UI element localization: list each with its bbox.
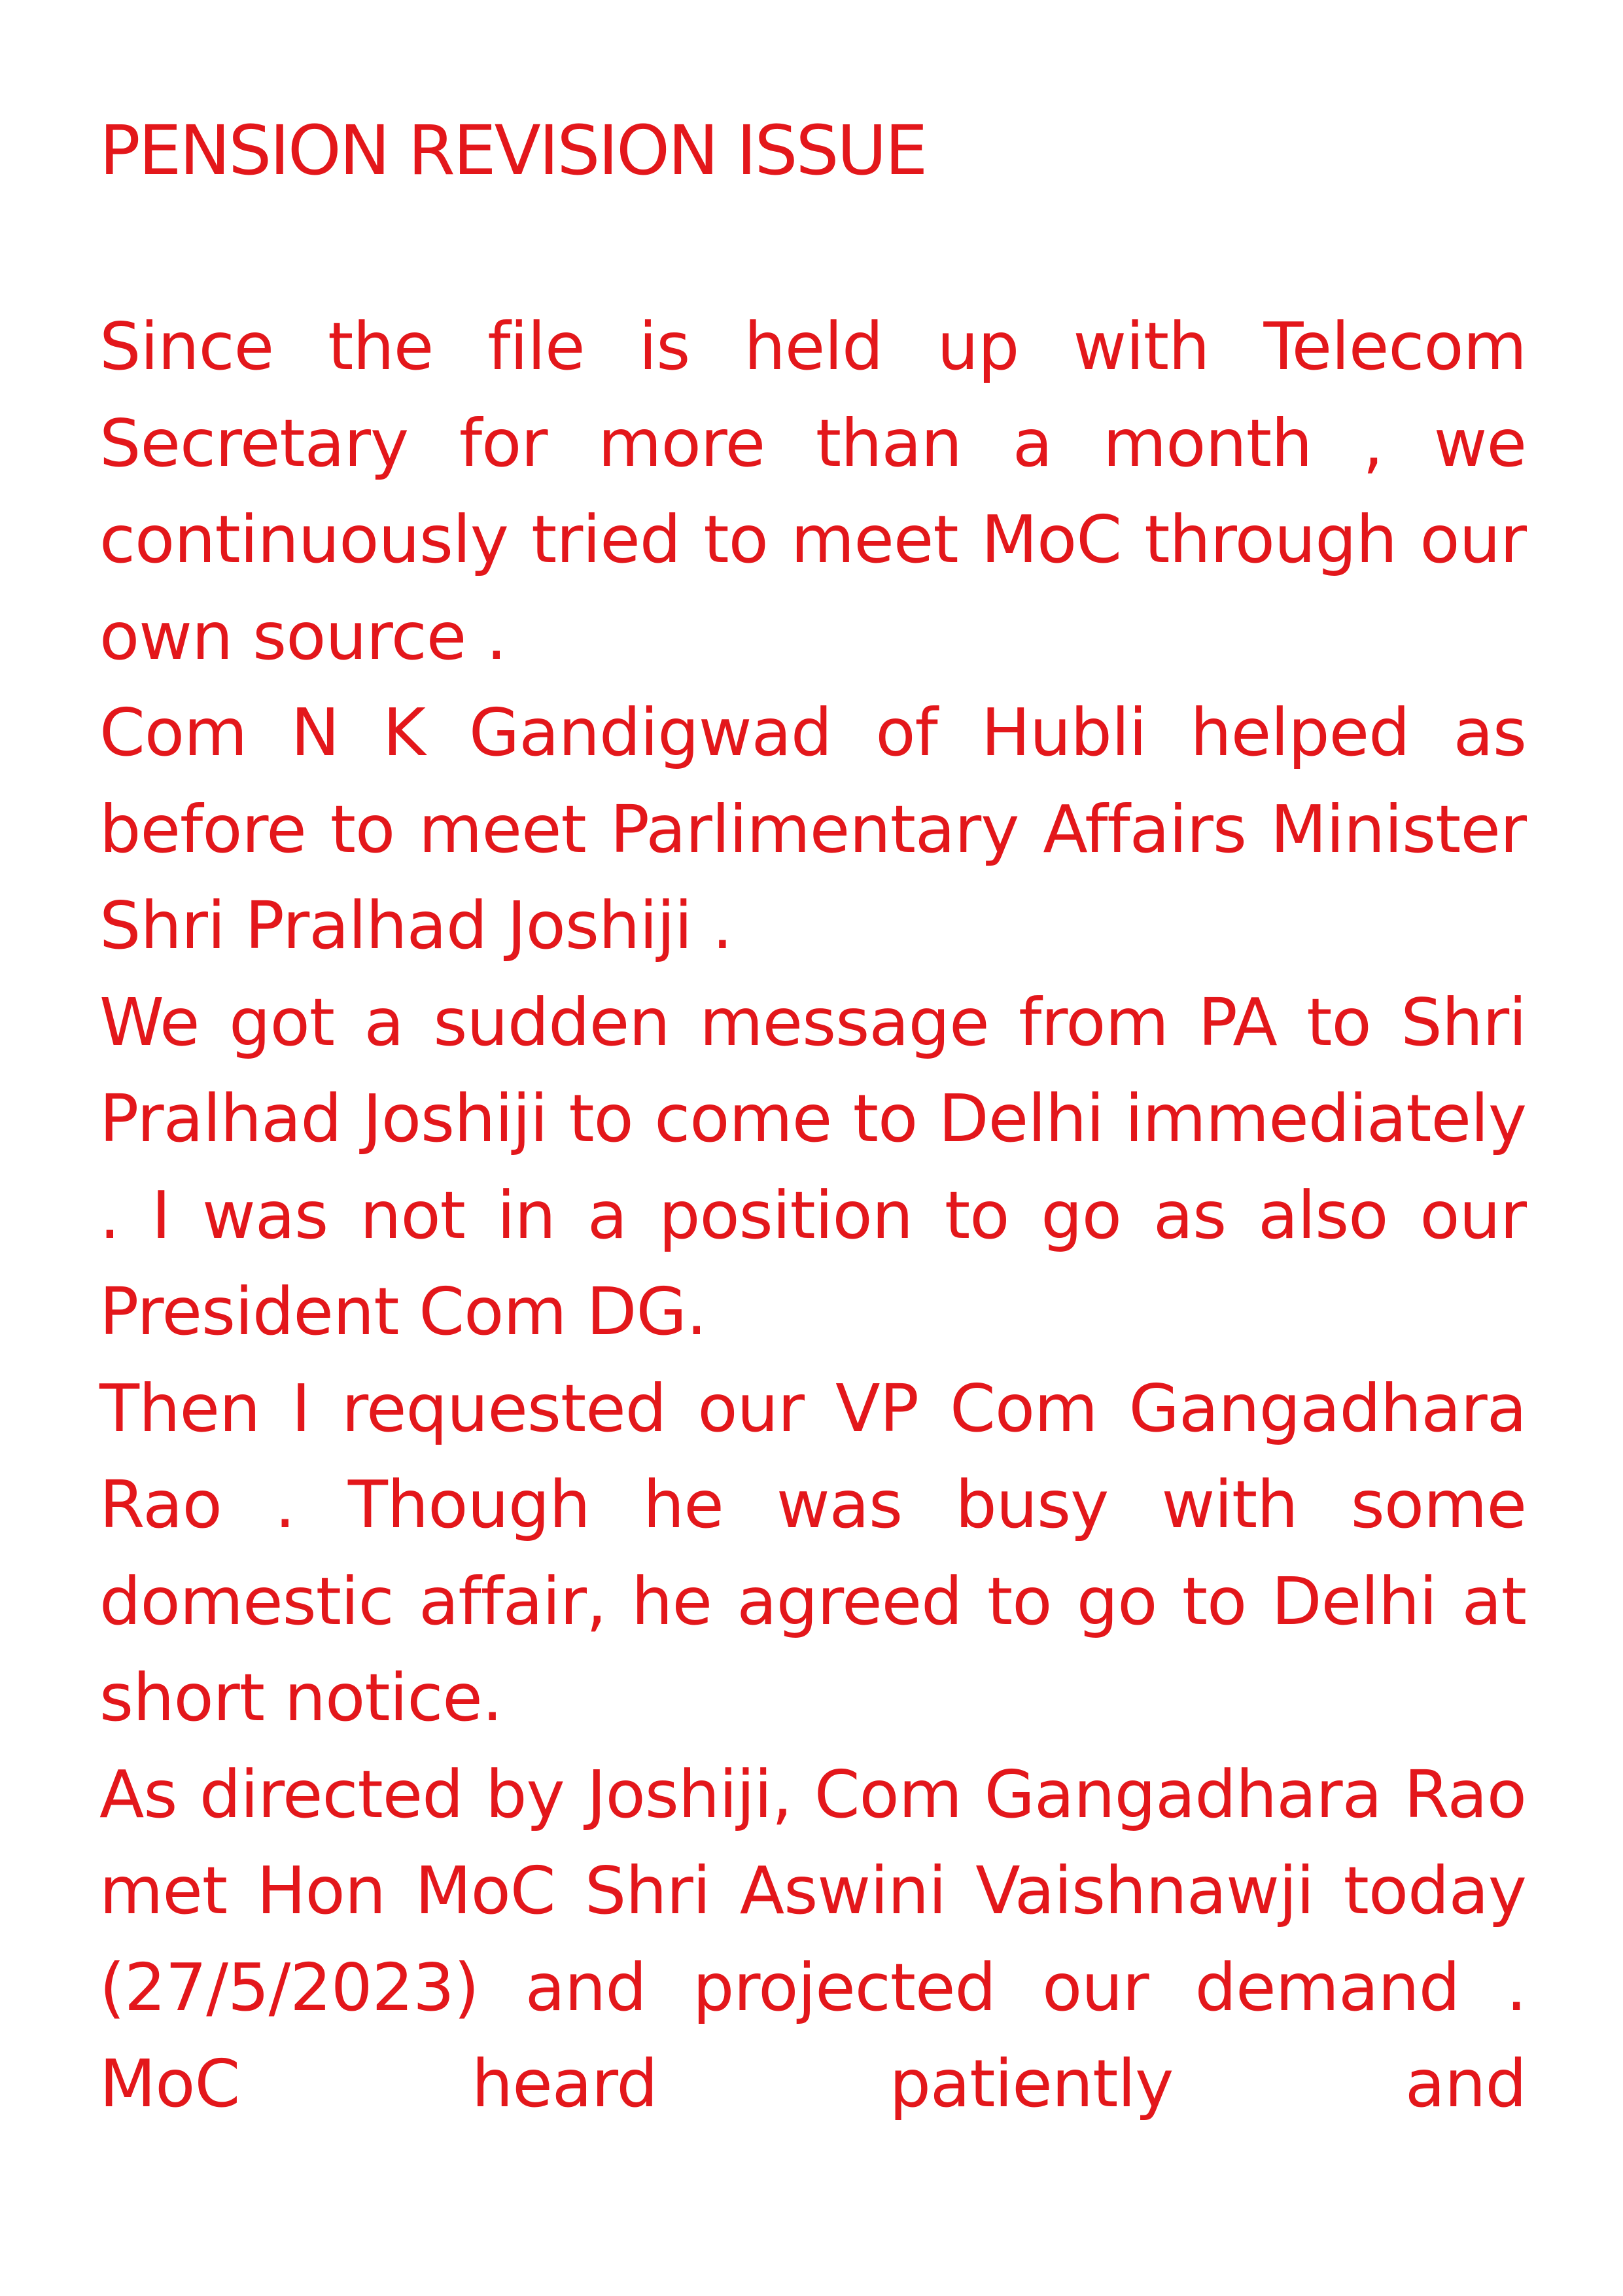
document-title: PENSION REVISION ISSUE	[99, 111, 926, 190]
paragraph-moc-meeting: As directed by Joshiji, Com Gangadhara Rao met Hon MoC Shri Aswini Vaishnawji today (27/5/2023) and projected our demand . MoC heard patiently and	[99, 1756, 1526, 2122]
document-body	[99, 298, 1526, 2132]
paragraph-vp-request: Then I requested our VP Com Gangadhara Rao . Though he was busy with some domestic affair, he agreed to go to Delhi at short notice.	[99, 1369, 1526, 1736]
paragraph-file-held-up: Since the file is held up with Telecom Secretary for more than a month , we continuously tried to meet MoC through our own source .	[99, 308, 1526, 675]
paragraph-hubli-help: Com N K Gandigwad of Hubli helped as before to meet Parlimentary Affairs Minister Shri Pralhad Joshiji .	[99, 694, 1526, 964]
paragraph-sudden-message: We got a sudden message from PA to Shri Pralhad Joshiji to come to Delhi immediately . I was not in a position to go as also our President Com DG.	[99, 983, 1526, 1350]
